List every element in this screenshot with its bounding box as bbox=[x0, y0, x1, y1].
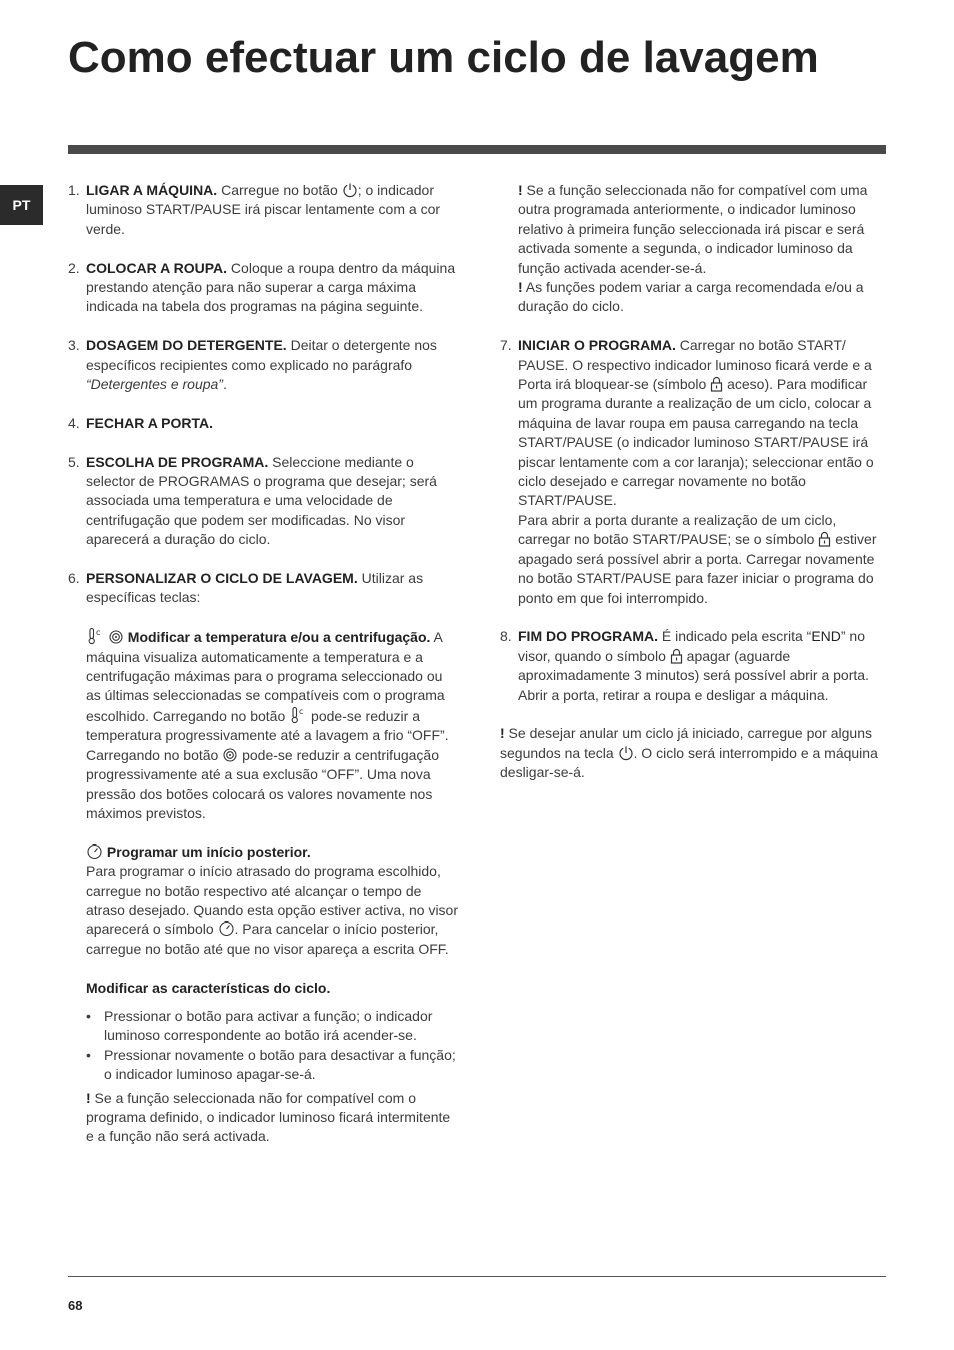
left-column bbox=[68, 181, 458, 1147]
step-6-heading: PERSONALIZAR O CICLO DE LAVAGEM. bbox=[86, 570, 358, 587]
delay-start-section: Programar um início posterior. Para programar o início atrasado do programa escolhido, carregue no botão respectivo até alcançar o tempo de atraso desejado. Quando esta opção estiver activa, no visor aparecerá o símbolo . Para cancelar o início posterior, carregue no botão até que no visor apareça a escrita OFF. bbox=[86, 843, 458, 957]
thermometer-icon bbox=[289, 706, 307, 724]
list-item: • Pressionar o botão para activar a função; o indicador luminoso correspondente ao botão irá acender-se. bbox=[86, 1007, 433, 1044]
warning-note: ! Se a função seleccionada não for compatível com uma outra programada anteriormente, o indicador luminoso relativo à primeira função seleccionada irá piscar e será activada somente a segunda, o indicador luminoso da função activada acender-se-á. ! As funções podem variar a carga recomendada e/ou a duração do ciclo. bbox=[518, 182, 868, 315]
temperature-spin-section: c Modificar a temperatura e/ou a centrifugação. A máquina visualiza automaticamente a temperatura e a centrifugação máximas para o programa seleccionado ou as últimas seleccionadas se compatíveis com o programa escolhido. Carregando no botão c pode-se reduzir a temperatura progressivamente até a lavagem a frio “OFF”. Carregando no botão pode-se reduzir a centrifugação progressivamente até a sua exclusão “OFF”. Uma nova pressão dos botões colocará os valores novamente nos máximos previstos. bbox=[86, 628, 449, 821]
final-warning: ! Se desejar anular um ciclo já iniciado, carregue por alguns segundos na tecla . O ciclo será interrompido e a máquina desligar-se-á. bbox=[500, 725, 878, 781]
step-3-heading: DOSAGEM DO DETERGENTE. bbox=[86, 337, 287, 354]
page-title: Como efectuar um ciclo de lavagem bbox=[68, 33, 819, 82]
step-3: 3. DOSAGEM DO DETERGENTE. Deitar o detergente nos específicos recipientes como explicado no parágrafo “Detergentes e roupa”. bbox=[68, 337, 437, 393]
step-4-heading: FECHAR A PORTA. bbox=[86, 414, 214, 431]
modify-cycle-section bbox=[68, 979, 458, 1147]
step-8: 8. FIM DO PROGRAMA. É indicado pela escrita “END” no visor, quando o símbolo apagar (aguarde aproximadamente 3 minutos) será possível abrir a porta. Abrir a porta, retirar a roupa e desligar a máquina. bbox=[500, 628, 869, 703]
step-1: 1. LIGAR A MÁQUINA. Carregue no botão ; o indicador luminoso START/PAUSE irá piscar lentamente com a cor verde. bbox=[68, 182, 441, 237]
step-5: 5. ESCOLHA DE PROGRAMA. Seleccione mediante o selector de PROGRAMAS o programa que desejar; será associada uma temperatura e uma velocidade de centrifugação que podem ser modificadas. No visor aparecerá a duração do ciclo. bbox=[68, 453, 437, 548]
step-4: 4. FECHAR A PORTA. bbox=[68, 414, 214, 431]
step-6: 6. PERSONALIZAR O CICLO DE LAVAGEM. Utilizar as específicas teclas: bbox=[68, 570, 424, 606]
title-rule bbox=[68, 145, 886, 154]
step-7-heading: INICIAR O PROGRAMA. bbox=[518, 337, 676, 354]
page-number: 68 bbox=[68, 1298, 83, 1313]
step-7: 7. INICIAR O PROGRAMA. Carregar no botão START/ PAUSE. O respectivo indicador luminoso ficará verde e a Porta irá bloquear-se (símbolo aceso). Para modificar um programa durante a realização de um ciclo, colocar a máquina de lavar roupa em pausa carregando na tecla START/PAUSE (o indicador luminoso START/PAUSE irá piscar lentamente com a cor laranja); seleccionar então o ciclo desejado e carregar novamente no botão START/PAUSE. Para abrir a porta durante a realização de um ciclo, carregar no botão START/PAUSE; se o símbolo estiver apagado será possível abrir a porta. Carregar novamente no botão START/PAUSE para fazer iniciar o programa do ponto em que foi interrompido. bbox=[500, 337, 877, 606]
spin-icon bbox=[108, 629, 124, 645]
padlock-icon bbox=[710, 376, 723, 392]
list-item: • Pressionar novamente o botão para desactivar a função; o indicador luminoso apagar-se-á. bbox=[86, 1046, 456, 1083]
step-2-heading: COLOCAR A ROUPA. bbox=[86, 259, 228, 276]
thermometer-icon bbox=[86, 627, 104, 645]
warning-note: ! Se a função seleccionada não for compatível com o programa definido, o indicador luminoso ficará intermitente e a função não será activada. bbox=[86, 1089, 451, 1145]
power-icon bbox=[342, 182, 358, 198]
step-1-heading: LIGAR A MÁQUINA. bbox=[86, 182, 218, 198]
svg-text:c: c bbox=[299, 706, 304, 716]
temperature-spin-heading: Modificar a temperatura e/ou a centrifugação. bbox=[123, 629, 431, 646]
delay-timer-icon bbox=[218, 920, 235, 937]
power-icon bbox=[618, 745, 634, 761]
modify-cycle-heading: Modificar as características do ciclo. bbox=[86, 979, 331, 996]
padlock-icon bbox=[818, 531, 831, 547]
padlock-icon bbox=[670, 648, 683, 664]
language-tab: PT bbox=[0, 185, 43, 225]
step-2: 2. COLOCAR A ROUPA. Coloque a roupa dentro da máquina prestando atenção para não superar a carga máxima indicada na tabela dos programas na página seguinte. bbox=[68, 259, 456, 315]
delay-start-heading: Programar um início posterior. bbox=[103, 843, 311, 860]
modify-cycle-list bbox=[86, 1007, 458, 1085]
step-8-heading: FIM DO PROGRAMA. bbox=[518, 628, 658, 645]
delay-timer-icon bbox=[86, 843, 103, 860]
svg-text:c: c bbox=[96, 628, 101, 638]
step-5-heading: ESCOLHA DE PROGRAMA. bbox=[86, 453, 269, 470]
spin-icon bbox=[222, 747, 238, 763]
footer-rule bbox=[68, 1276, 886, 1277]
right-column bbox=[500, 181, 888, 783]
